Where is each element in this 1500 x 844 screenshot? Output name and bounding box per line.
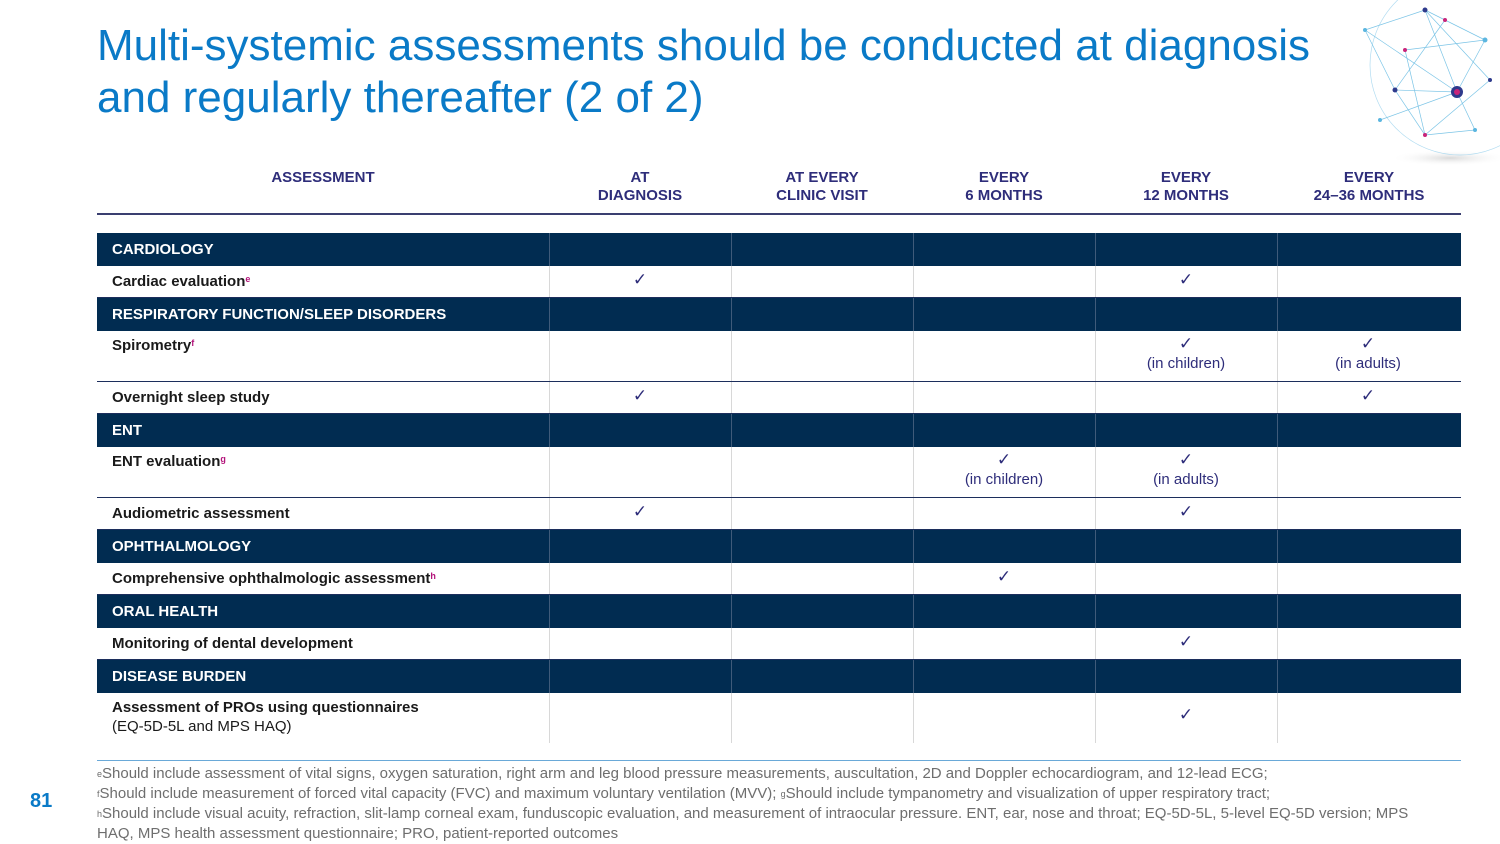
column-divider <box>913 563 914 594</box>
schedule-cell <box>913 450 1095 490</box>
assessment-sublabel: (EQ-5D-5L and MPS HAQ) <box>112 718 292 735</box>
network-globe-image <box>1345 0 1500 170</box>
column-divider <box>731 382 732 413</box>
column-divider <box>1277 693 1278 743</box>
column-divider <box>1095 233 1096 266</box>
table-row <box>97 628 1461 660</box>
assessment-table <box>97 160 1461 743</box>
column-divider <box>549 563 550 594</box>
table-row <box>97 266 1461 298</box>
column-divider <box>913 628 914 659</box>
table-row <box>97 563 1461 595</box>
column-divider <box>1095 447 1096 497</box>
column-divider <box>549 660 550 693</box>
column-divider <box>1277 382 1278 413</box>
column-divider <box>731 233 732 266</box>
footnote-text: Should include assessment of vital signs, oxygen saturation, right arm and leg blood pressure measurements, auscultation, 2D and Doppler echocardiogram, and 12-lead ECG; <box>102 765 1268 782</box>
section-row <box>97 233 1461 266</box>
footnote-ref: h <box>430 571 436 581</box>
column-divider <box>731 331 732 381</box>
table-row <box>97 382 1461 414</box>
col-header-assessment: ASSESSMENT <box>271 169 375 186</box>
checkmark-icon: ✓ <box>1360 334 1376 353</box>
column-divider <box>731 266 732 297</box>
page-title: Multi-systemic assessments should be conducted at diagnosis and regularly thereafter (2 of 2) <box>97 21 1311 122</box>
checkmark-icon: ✓ <box>1178 705 1194 724</box>
section-label: CARDIOLOGY <box>112 241 214 258</box>
schedule-cell <box>1095 502 1277 522</box>
column-divider <box>731 595 732 628</box>
section-row <box>97 595 1461 628</box>
assessment-label <box>112 388 270 407</box>
column-divider <box>1095 382 1096 413</box>
column-divider <box>1277 233 1278 266</box>
schedule-cell <box>1277 386 1459 406</box>
column-divider <box>913 693 914 743</box>
checkmark-icon: ✓ <box>996 450 1012 469</box>
checkmark-icon: ✓ <box>996 567 1012 586</box>
schedule-cell <box>1095 632 1277 652</box>
col-header-clinic-visit: AT EVERY CLINIC VISIT <box>776 169 868 204</box>
column-divider <box>1277 628 1278 659</box>
column-divider <box>549 266 550 297</box>
column-divider <box>1095 331 1096 381</box>
assessment-text: Spirometry <box>112 337 192 354</box>
footnote-text: Should include visual acuity, refraction, slit-lamp corneal exam, funduscopic evaluation, and measurement of intraocular pressure. ENT, ear, nose and throat; EQ-5D-5L, 5-level EQ-5D version; MPS HAQ, MPS health assessment questionnaire; PRO, patient-reported outcomes <box>97 805 1409 842</box>
column-divider <box>731 414 732 447</box>
schedule-cell <box>1095 270 1277 290</box>
column-divider <box>1277 447 1278 497</box>
footnote-marker: h <box>97 809 103 819</box>
section-row <box>97 660 1461 693</box>
cell-note: (in children) <box>1146 355 1226 372</box>
checkmark-icon: ✓ <box>1178 502 1194 521</box>
checkmark-icon: ✓ <box>632 502 648 521</box>
column-divider <box>1277 331 1278 381</box>
column-divider <box>913 266 914 297</box>
assessment-label <box>112 698 419 736</box>
column-divider <box>731 563 732 594</box>
cell-note: (in adults) <box>1335 355 1401 372</box>
column-divider <box>1095 660 1096 693</box>
section-label: RESPIRATORY FUNCTION/SLEEP DISORDERS <box>112 306 447 323</box>
schedule-cell <box>1277 334 1459 374</box>
column-divider <box>1277 563 1278 594</box>
column-divider <box>731 447 732 497</box>
assessment-label <box>112 569 436 588</box>
column-divider <box>1277 298 1278 331</box>
assessment-text: ENT evaluation <box>112 453 221 470</box>
section-label: OPHTHALMOLOGY <box>112 538 252 555</box>
assessment-text: Monitoring of dental development <box>112 635 353 652</box>
assessment-text: Audiometric assessment <box>112 505 290 522</box>
column-divider <box>1095 628 1096 659</box>
checkmark-icon: ✓ <box>1178 334 1194 353</box>
checkmark-icon: ✓ <box>632 386 648 405</box>
column-divider <box>1095 414 1096 447</box>
checkmark-icon: ✓ <box>1178 270 1194 289</box>
column-divider <box>1277 660 1278 693</box>
column-divider <box>913 595 914 628</box>
col-header-6-months: EVERY 6 MONTHS <box>965 169 1043 204</box>
column-divider <box>1095 298 1096 331</box>
column-divider <box>549 693 550 743</box>
checkmark-icon: ✓ <box>632 270 648 289</box>
footnote-divider <box>97 760 1461 761</box>
column-divider <box>913 498 914 529</box>
footnote-marker: g <box>780 789 786 799</box>
footnote-ref: g <box>220 454 226 464</box>
table-row <box>97 498 1461 530</box>
assessment-label <box>112 336 194 355</box>
col-header-12-months: EVERY 12 MONTHS <box>1143 169 1229 204</box>
footnote-ref: f <box>191 338 195 348</box>
assessment-label <box>112 634 353 653</box>
column-divider <box>1095 693 1096 743</box>
column-divider <box>1277 530 1278 563</box>
column-divider <box>913 233 914 266</box>
column-divider <box>549 498 550 529</box>
section-label: ORAL HEALTH <box>112 603 219 620</box>
column-divider <box>1095 595 1096 628</box>
column-divider <box>913 382 914 413</box>
col-header-at-diagnosis: AT DIAGNOSIS <box>597 169 683 204</box>
table-row <box>97 693 1461 743</box>
column-divider <box>731 298 732 331</box>
checkmark-icon: ✓ <box>1178 450 1194 469</box>
column-divider <box>1095 563 1096 594</box>
cell-note: (in children) <box>964 471 1044 488</box>
column-divider <box>1095 530 1096 563</box>
column-divider <box>913 414 914 447</box>
column-divider <box>549 331 550 381</box>
column-divider <box>1277 266 1278 297</box>
column-divider <box>731 498 732 529</box>
column-divider <box>549 233 550 266</box>
assessment-text: Assessment of PROs using questionnaires <box>112 699 419 716</box>
column-divider <box>1277 498 1278 529</box>
assessment-text: Comprehensive ophthalmologic assessment <box>112 570 431 587</box>
column-divider <box>1277 414 1278 447</box>
section-label: ENT <box>112 422 142 439</box>
column-divider <box>913 660 914 693</box>
footnote-ref: e <box>245 274 251 284</box>
schedule-cell <box>913 567 1095 587</box>
column-divider <box>549 382 550 413</box>
column-divider <box>913 530 914 563</box>
column-divider <box>549 298 550 331</box>
schedule-cell <box>1095 334 1277 374</box>
table-body <box>97 233 1461 743</box>
column-divider <box>731 693 732 743</box>
column-divider <box>913 447 914 497</box>
column-divider <box>1095 498 1096 529</box>
checkmark-icon: ✓ <box>1360 386 1376 405</box>
column-divider <box>549 447 550 497</box>
table-row <box>97 331 1461 382</box>
footnote-text: Should include tympanometry and visualization of upper respiratory tract; <box>785 785 1271 802</box>
footnote-marker: f <box>97 789 100 799</box>
section-row <box>97 530 1461 563</box>
schedule-cell <box>549 386 731 406</box>
column-divider <box>549 530 550 563</box>
cell-note: (in adults) <box>1153 471 1219 488</box>
assessment-label <box>112 504 290 523</box>
column-divider <box>549 414 550 447</box>
checkmark-icon: ✓ <box>1178 632 1194 651</box>
column-divider <box>913 331 914 381</box>
schedule-cell <box>1095 450 1277 490</box>
footnote-text: Should include measurement of forced vital capacity (FVC) and maximum voluntary ventilation (MVV); <box>99 785 781 802</box>
column-divider <box>549 595 550 628</box>
column-divider <box>913 298 914 331</box>
schedule-cell <box>1095 705 1277 725</box>
section-label: DISEASE BURDEN <box>112 668 247 685</box>
column-divider <box>1095 266 1096 297</box>
schedule-cell <box>549 502 731 522</box>
column-divider <box>731 530 732 563</box>
column-divider <box>731 628 732 659</box>
schedule-cell <box>549 270 731 290</box>
col-header-24-36-months: EVERY 24–36 MONTHS <box>1313 169 1425 204</box>
assessment-label <box>112 452 226 471</box>
table-header <box>97 160 1461 215</box>
section-row <box>97 298 1461 331</box>
page-number: 81 <box>30 790 53 812</box>
footnote-marker: e <box>97 769 103 779</box>
column-divider <box>731 660 732 693</box>
footnotes <box>97 764 1447 844</box>
section-row <box>97 414 1461 447</box>
assessment-label <box>112 272 250 291</box>
column-divider <box>1277 595 1278 628</box>
table-row <box>97 447 1461 498</box>
column-divider <box>549 628 550 659</box>
assessment-text: Cardiac evaluation <box>112 273 246 290</box>
assessment-text: Overnight sleep study <box>112 389 270 406</box>
